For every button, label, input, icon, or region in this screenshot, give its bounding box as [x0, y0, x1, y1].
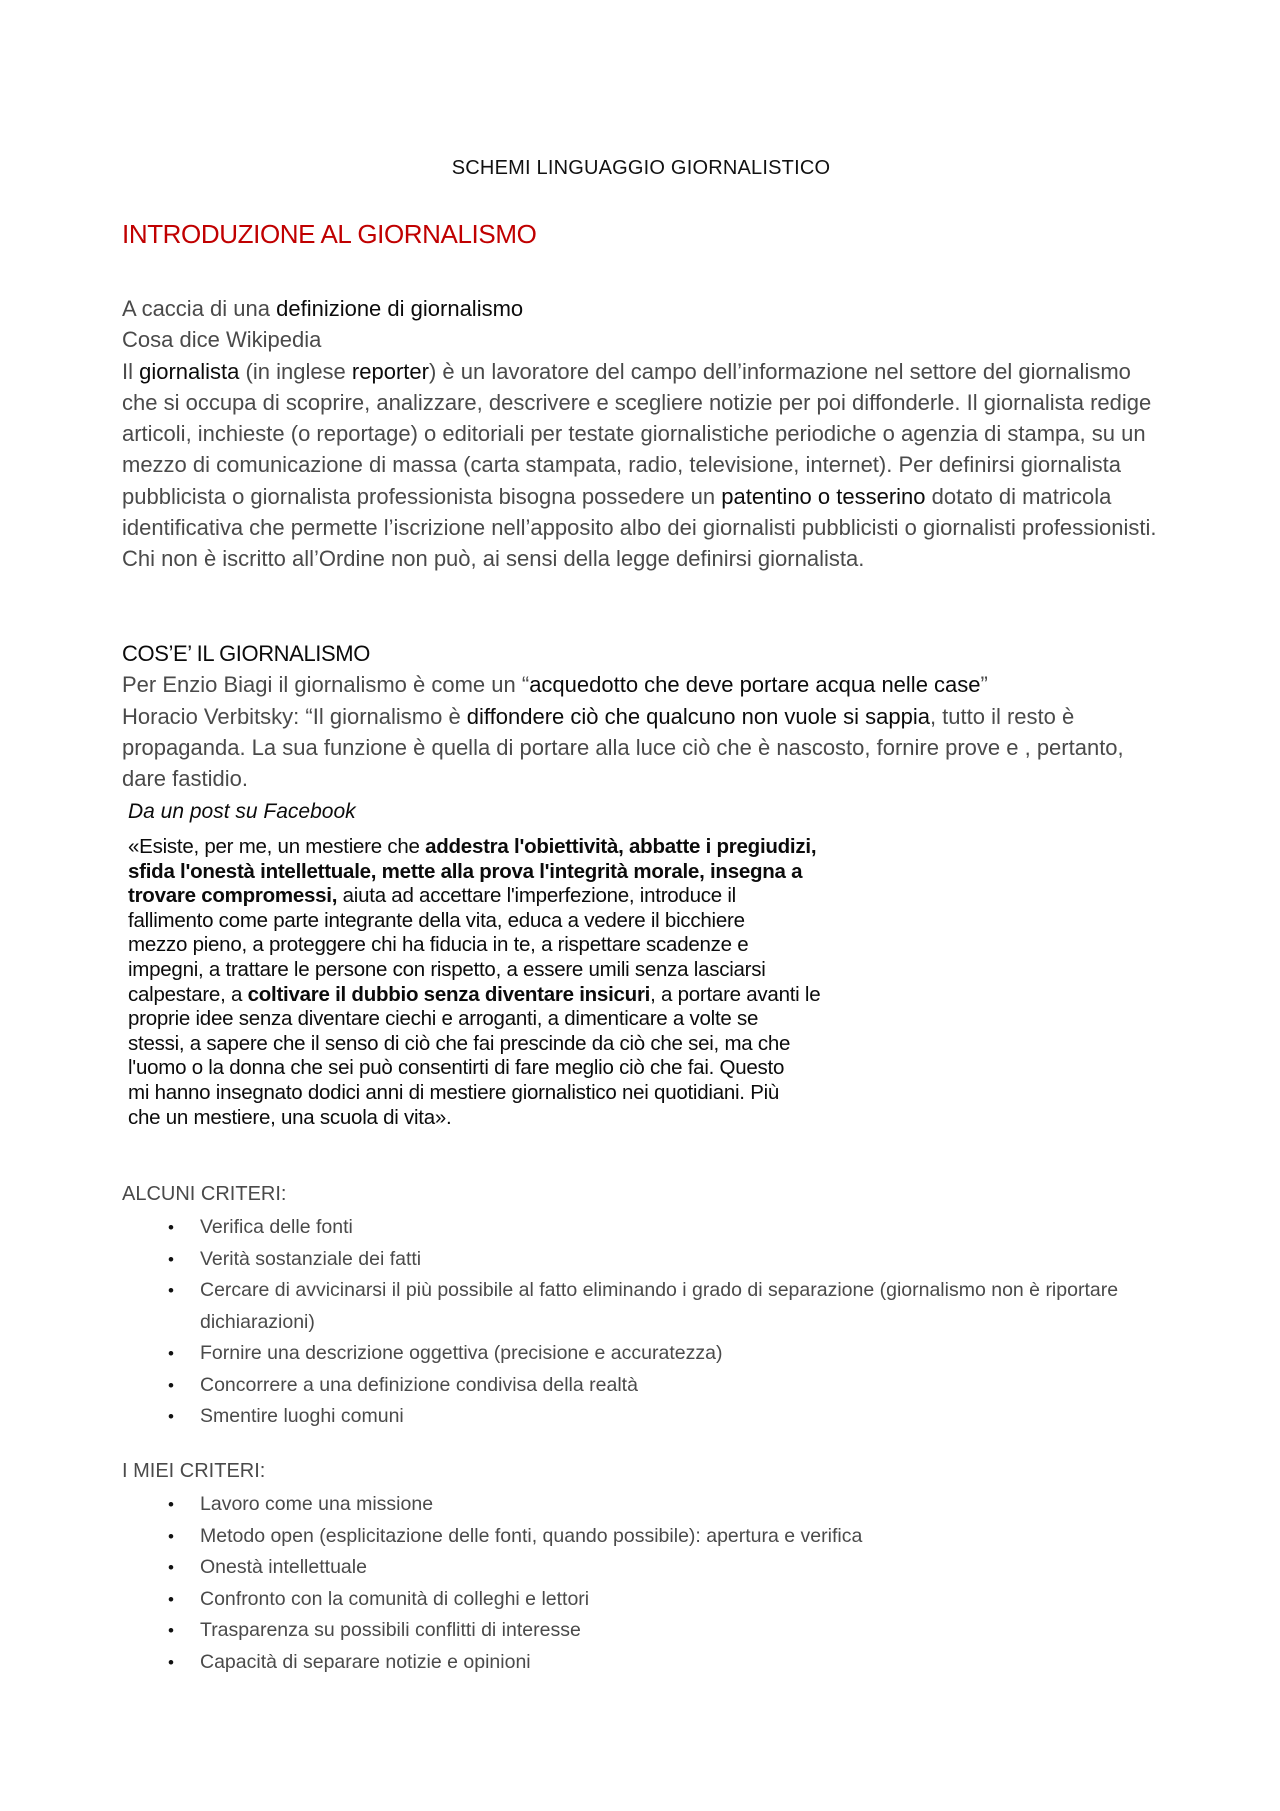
intro-text-e: ) è un lavoratore del campo dell’informazione nel settore del giornalismo che si occupa di scoprire, analizzare, descrivere e scegliere notizie per poi diffonderle. Il giornalista redige articoli, inchieste (o reportage) o editoriali per testate giornalistiche periodiche o agenzia di stampa, su un mezzo di comunicazione di massa (carta stampata, radio, televisione, internet). Per definirsi giornalista pubblicista o giornalista professionista bisogna possedere un: [122, 358, 1152, 509]
intro-paragraph: [122, 356, 1162, 575]
cose-heading: COS’E’ IL GIORNALISMO: [122, 641, 370, 666]
intro-line1-bold: definizione di giornalismo: [276, 296, 524, 321]
cose-section: [122, 638, 1162, 794]
criteria-item-text: Smentire luoghi comuni: [200, 1405, 404, 1427]
intro-line1-text: A caccia di una: [122, 296, 277, 321]
my-criteria-item-text: Lavoro come una missione: [200, 1493, 434, 1515]
document-title: SCHEMI LINGUAGGIO GIORNALISTICO: [451, 157, 831, 179]
intro-text-a: Il: [122, 358, 140, 384]
list-item: [122, 1244, 1162, 1276]
bullet-icon: •: [168, 1407, 174, 1426]
list-item: [122, 1338, 1162, 1370]
list-item: [122, 1401, 1162, 1433]
bullet-icon: •: [168, 1558, 174, 1577]
intro-text-c: (in inglese: [239, 358, 352, 384]
criteria-item-text: Concorrere a una definizione condivisa della realtà: [200, 1373, 638, 1396]
post-quote-part-1: «Esiste, per me, un mestiere che: [128, 835, 426, 858]
criteria-heading: ALCUNI CRITERI:: [122, 1183, 287, 1205]
my-criteria-list: [122, 1489, 1162, 1678]
criteria-list: [122, 1212, 1162, 1433]
bullet-icon: •: [168, 1526, 174, 1546]
post-quote-bold-2: coltivare il dubbio senza diventare insicuri: [247, 982, 651, 1006]
bullet-icon: •: [168, 1621, 174, 1640]
list-item: [122, 1370, 1162, 1402]
bullet-icon: •: [168, 1652, 174, 1672]
my-criteria-item-text: Onestà intellettuale: [200, 1556, 367, 1578]
my-criteria-item-text: Trasparenza su possibili conflitti di interesse: [200, 1619, 581, 1641]
intro-bold-patentino: patentino o tesserino: [721, 483, 926, 509]
list-item: [122, 1647, 1162, 1679]
bullet-icon: •: [168, 1249, 174, 1269]
bullet-icon: •: [168, 1375, 174, 1395]
list-item: [122, 1212, 1162, 1244]
biagi-text-a: Per Enzio Biagi il giornalismo è come un “: [122, 672, 530, 698]
criteria-item-text: Verifica delle fonti: [200, 1216, 353, 1238]
my-criteria-item-text: Confronto con la comunità di colleghi e lettori: [200, 1587, 590, 1610]
biagi-text-c: ”: [980, 672, 988, 698]
section-title: INTRODUZIONE AL GIORNALISMO: [122, 219, 537, 249]
post-quote-text: [128, 835, 1008, 1130]
list-item: [122, 1615, 1162, 1647]
bullet-icon: •: [168, 1495, 174, 1514]
bullet-icon: •: [168, 1344, 174, 1363]
list-item: [122, 1584, 1162, 1616]
verbitsky-bold: diffondere ciò che qualcuno non vuole si sappia: [466, 703, 930, 729]
verbitsky-quote: [122, 701, 1162, 795]
my-criteria-item-text: Metodo open (esplicitazione delle fonti, quando possibile): apertura e verifica: [200, 1524, 863, 1547]
post-quote-part-3: aiuta ad accettare l'imperfezione, introduce il fallimento come parte integrante della vita, educa a vedere il bicchiere mezzo pieno, a proteggere chi ha fiducia in te, a rispettare scadenze e impegni, a trattare le persone con rispetto, a essere umili senza lasciarsi calpestare, a: [128, 884, 766, 1006]
bullet-icon: •: [168, 1281, 174, 1300]
criteria-item-text: Verità sostanziale dei fatti: [200, 1247, 422, 1270]
intro-bold-reporter: reporter: [351, 358, 429, 384]
verbitsky-text-a: Horacio Verbitsky: “Il giornalismo è: [122, 703, 467, 729]
facebook-post-quote: [128, 800, 1028, 1130]
post-quote-part-5: , a portare avanti le proprie idee senza diventare ciechi e arroganti, a dimenticare a volte se stessi, a sapere che il senso di ciò che fai prescinde da ciò che sei, ma che l'uomo o la donna che sei può consentirti di fare meglio ciò che fai. Questo mi hanno insegnato dodici anni di mestiere giornalistico nei quotidiani. Più che un mestiere, una scuola di vita».: [128, 982, 821, 1129]
my-criteria-heading: I MIEI CRITERI:: [122, 1460, 266, 1482]
post-quote-bold-1: addestra l'obiettività, abbatte i pregiudizi, sfida l'onestà intellettuale, mette alla prova l'integrità morale, insegna a trovare compromessi,: [128, 835, 817, 908]
intro-text-g: dotato di matricola identificativa che permette l’iscrizione nell’apposito albo dei giornalisti pubblicisti o giornalisti professionisti. Chi non è iscritto all’Ordine non può, ai sensi della legge definirsi giornalista.: [122, 483, 1157, 572]
biagi-bold: acquedotto che deve portare acqua nelle case: [529, 672, 981, 698]
bullet-icon: •: [168, 1218, 174, 1237]
intro-section: [122, 293, 1162, 575]
intro-line-definition: [122, 293, 1162, 324]
post-title: Da un post su Facebook: [128, 800, 356, 823]
list-item: [122, 1521, 1162, 1553]
list-item: [122, 1489, 1162, 1521]
intro-bold-giornalista: giornalista: [139, 358, 240, 384]
bullet-icon: •: [168, 1589, 174, 1609]
list-item: [122, 1275, 1162, 1338]
verbitsky-text-c: , tutto il resto è propaganda. La sua funzione è quella di portare alla luce ciò che è nascosto, fornire prove e , pertanto, dare fastidio.: [122, 703, 1124, 792]
my-criteria-item-text: Capacità di separare notizie e opinioni: [200, 1650, 531, 1673]
intro-line-wikipedia: Cosa dice Wikipedia: [122, 327, 322, 353]
biagi-quote: [122, 669, 1162, 700]
criteria-item-text: Cercare di avvicinarsi il più possibile al fatto eliminando i grado di separazione (giornalismo non è riportare dichiarazioni): [200, 1279, 1119, 1333]
list-item: [122, 1552, 1162, 1584]
criteria-item-text: Fornire una descrizione oggettiva (precisione e accuratezza): [200, 1342, 723, 1364]
